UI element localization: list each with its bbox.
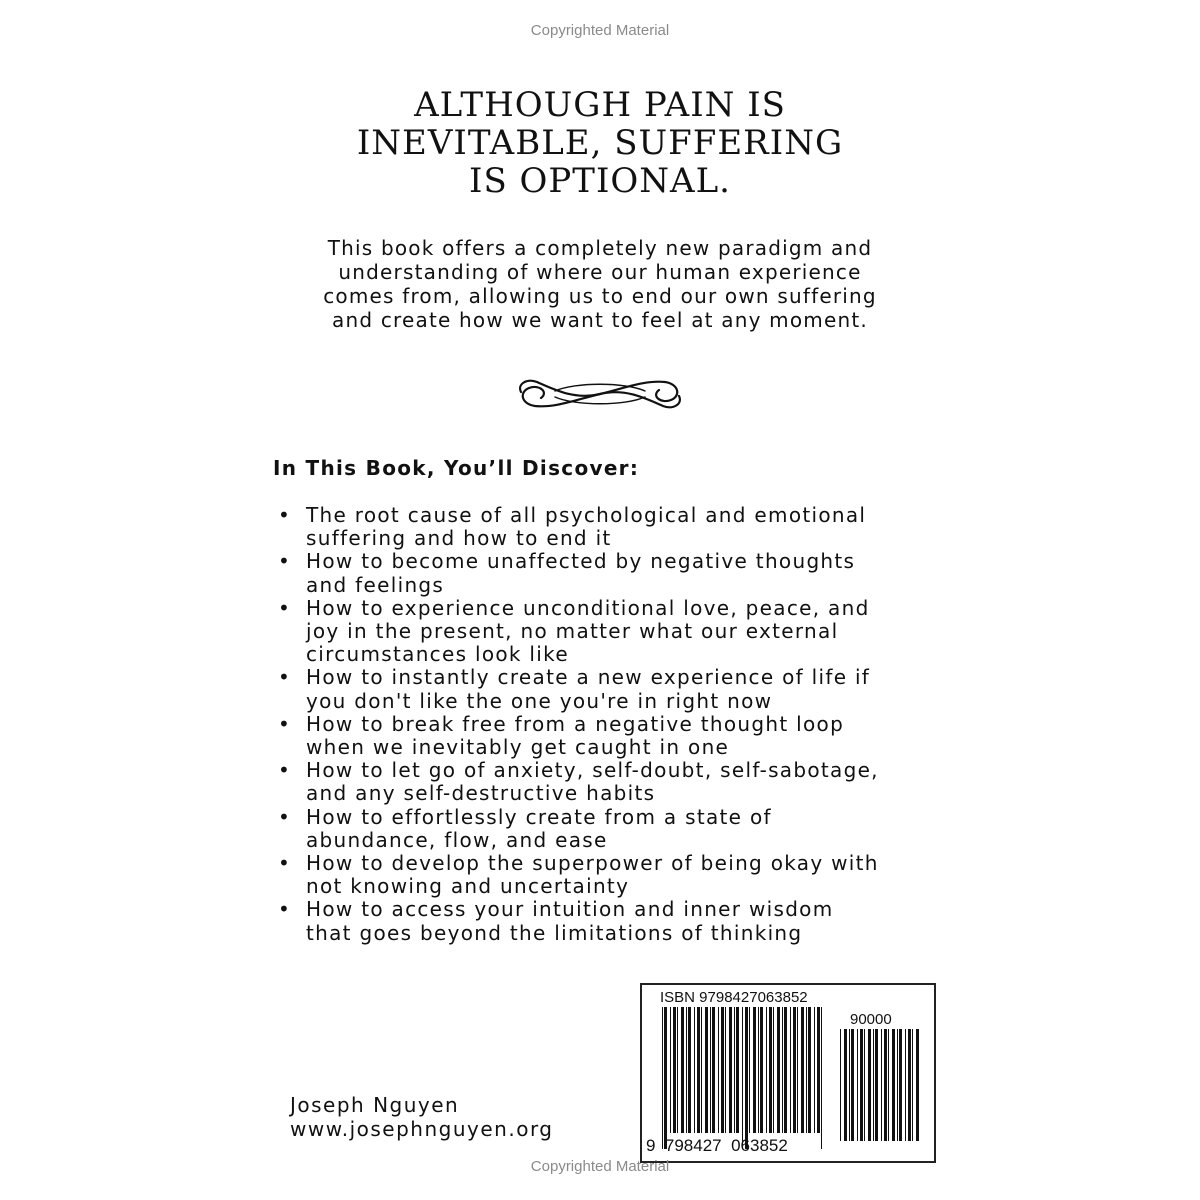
headline-line: IS OPTIONAL.	[469, 161, 731, 201]
headline	[300, 86, 900, 200]
discover-item-text: How to effortlessly create from a state of	[306, 804, 772, 829]
discover-item	[278, 550, 958, 596]
discover-item-text: How to develop the superpower of being okay with	[306, 851, 879, 876]
discover-heading: In This Book, You’ll Discover:	[273, 456, 640, 480]
discover-item-text: How to become unaffected by negative thoughts	[306, 549, 856, 574]
bullet-icon: •	[278, 804, 292, 829]
bullet-icon: •	[278, 503, 292, 527]
bullet-icon: •	[278, 897, 292, 922]
discover-item-text: not knowing and uncertainty	[306, 874, 630, 899]
discover-item-text: How to instantly create a new experience of life if	[306, 665, 871, 690]
discover-item-text: and feelings	[306, 572, 445, 597]
discover-item-text: suffering and how to end it	[306, 526, 612, 551]
isbn-digits: 9 798427 063852	[646, 1136, 788, 1155]
discover-item-text: and any self-destructive habits	[306, 781, 656, 806]
isbn-label: ISBN 9798427063852	[660, 989, 808, 1006]
discover-item	[278, 597, 958, 667]
discover-item	[278, 504, 958, 550]
discover-item-text: you don't like the one you're in right now	[306, 688, 773, 713]
barcode-bars-icon	[662, 1007, 826, 1149]
discover-item-text: How to let go of anxiety, self-doubt, self-sabotage,	[306, 758, 879, 783]
discover-item-text: The root cause of all psychological and emotional	[306, 503, 867, 527]
discover-item	[278, 852, 958, 898]
isbn-barcode	[640, 983, 936, 1163]
bullet-icon: •	[278, 595, 292, 620]
discover-item-text: circumstances look like	[306, 642, 569, 667]
blurb-line: This book offers a completely new paradigm and	[327, 236, 873, 260]
author-name: Joseph Nguyen	[290, 1093, 460, 1117]
discover-item	[278, 759, 958, 805]
headline-line: ALTHOUGH PAIN IS	[414, 85, 786, 125]
discover-item-text: How to experience unconditional love, peace, and	[306, 595, 870, 620]
blurb-line: and create how we want to feel at any moment.	[332, 308, 868, 332]
author-block	[290, 1093, 554, 1141]
discover-list	[278, 504, 958, 945]
discover-item	[278, 713, 958, 759]
blurb-line: comes from, allowing us to end our own suffering	[323, 284, 877, 308]
discover-item-text: that goes beyond the limitations of thinking	[306, 920, 803, 945]
price-code: 90000	[850, 1011, 892, 1028]
discover-item-text: when we inevitably get caught in one	[306, 735, 730, 760]
discover-item-text: joy in the present, no matter what our external	[306, 619, 839, 644]
discover-item	[278, 806, 958, 852]
bullet-icon: •	[278, 851, 292, 876]
author-website: www.josephnguyen.org	[290, 1117, 554, 1141]
bullet-icon: •	[278, 711, 292, 736]
addon-barcode-bars-icon	[840, 1029, 922, 1141]
discover-item	[278, 666, 958, 712]
copyright-watermark-bottom: Copyrighted Material	[530, 1158, 670, 1175]
discover-item	[278, 898, 958, 944]
discover-item-text: abundance, flow, and ease	[306, 827, 608, 852]
bullet-icon: •	[278, 758, 292, 783]
bullet-icon: •	[278, 549, 292, 574]
blurb-line: understanding of where our human experience	[338, 260, 862, 284]
discover-item-text: How to access your intuition and inner wisdom	[306, 897, 834, 922]
bullet-icon: •	[278, 665, 292, 690]
headline-line: INEVITABLE, SUFFERING	[356, 123, 844, 163]
discover-item-text: How to break free from a negative thought loop	[306, 711, 845, 736]
ornamental-flourish-icon	[515, 370, 685, 418]
copyright-watermark-top: Copyrighted Material	[530, 22, 670, 39]
book-blurb	[260, 236, 940, 332]
